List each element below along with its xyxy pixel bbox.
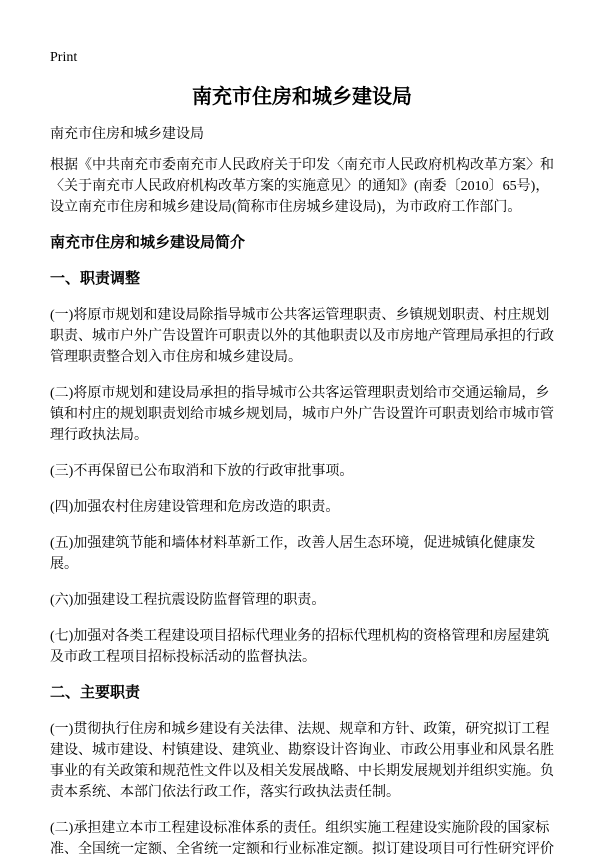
page-title: 南充市住房和城乡建设局 (192, 86, 412, 108)
section-heading-main-duties: 二、主要职责 (50, 685, 141, 701)
duty-adjustment-item-7: (七)加强对各类工程建设项目招标代理业务的招标代理机构的资格管理和房屋建筑及市政工程项目招标投标活动的监督执法。 (50, 629, 550, 665)
agency-name-line: 南充市住房和城乡建设局 (50, 127, 204, 142)
main-duties-item-2: (二)承担建立本市工程建设标准体系的责任。组织实施工程建设实施阶段的国家标准、全国统一定额、全省统一定额和行业标准定额。拟订建设项目可行性研究评价 (50, 821, 554, 857)
duty-adjustment-item-2: (二)将原市规划和建设局承担的指导城市公共客运管理职责划给市交通运输局，乡镇和村庄的规划职责划给市城乡规划局，城市户外广告设置许可职责划给市城市管理行政执法局。 (50, 386, 554, 443)
overview-heading: 南充市住房和城乡建设局简介 (50, 235, 246, 251)
main-duties-item-1: (一)贯彻执行住房和城乡建设有关法律、法规、规章和方针、政策，研究拟订工程建设、城市建设、村镇建设、建筑业、勘察设计咨询业、市政公用事业和风景名胜事业的有关政策和规范性文件以及相关发展战略、中长期发展规划并组织实施。负责本系统、本部门依法行政工作，落实行政执法责任制。 (50, 722, 554, 800)
duty-adjustment-item-4: (四)加强农村住房建设管理和危房改造的职责。 (50, 500, 340, 515)
duty-adjustment-item-1: (一)将原市规划和建设局除指导城市公共客运管理职责、乡镇规划职责、村庄规划职责、城市户外广告设置许可职责以外的其他职责以及市房地产管理局承担的行政管理职责整合划入市住房和城乡建设局。 (50, 308, 554, 365)
print-link[interactable]: Print (50, 50, 78, 65)
intro-paragraph: 根据《中共南充市委南充市人民政府关于印发〈南充市人民政府机构改革方案〉和〈关于南充市人民政府机构改革方案的实施意见〉的通知》(南委〔2010〕65号)，设立南充市住房和城乡建设局(简称市住房城乡建设局)，为市政府工作部门。 (50, 158, 554, 215)
section-heading-duty-adjustment: 一、职责调整 (50, 271, 141, 287)
duty-adjustment-item-5: (五)加强建筑节能和墙体材料革新工作，改善人居生态环境，促进城镇化健康发展。 (50, 536, 536, 572)
duty-adjustment-item-3: (三)不再保留已公布取消和下放的行政审批事项。 (50, 464, 354, 479)
duty-adjustment-item-6: (六)加强建设工程抗震设防监督管理的职责。 (50, 593, 326, 608)
